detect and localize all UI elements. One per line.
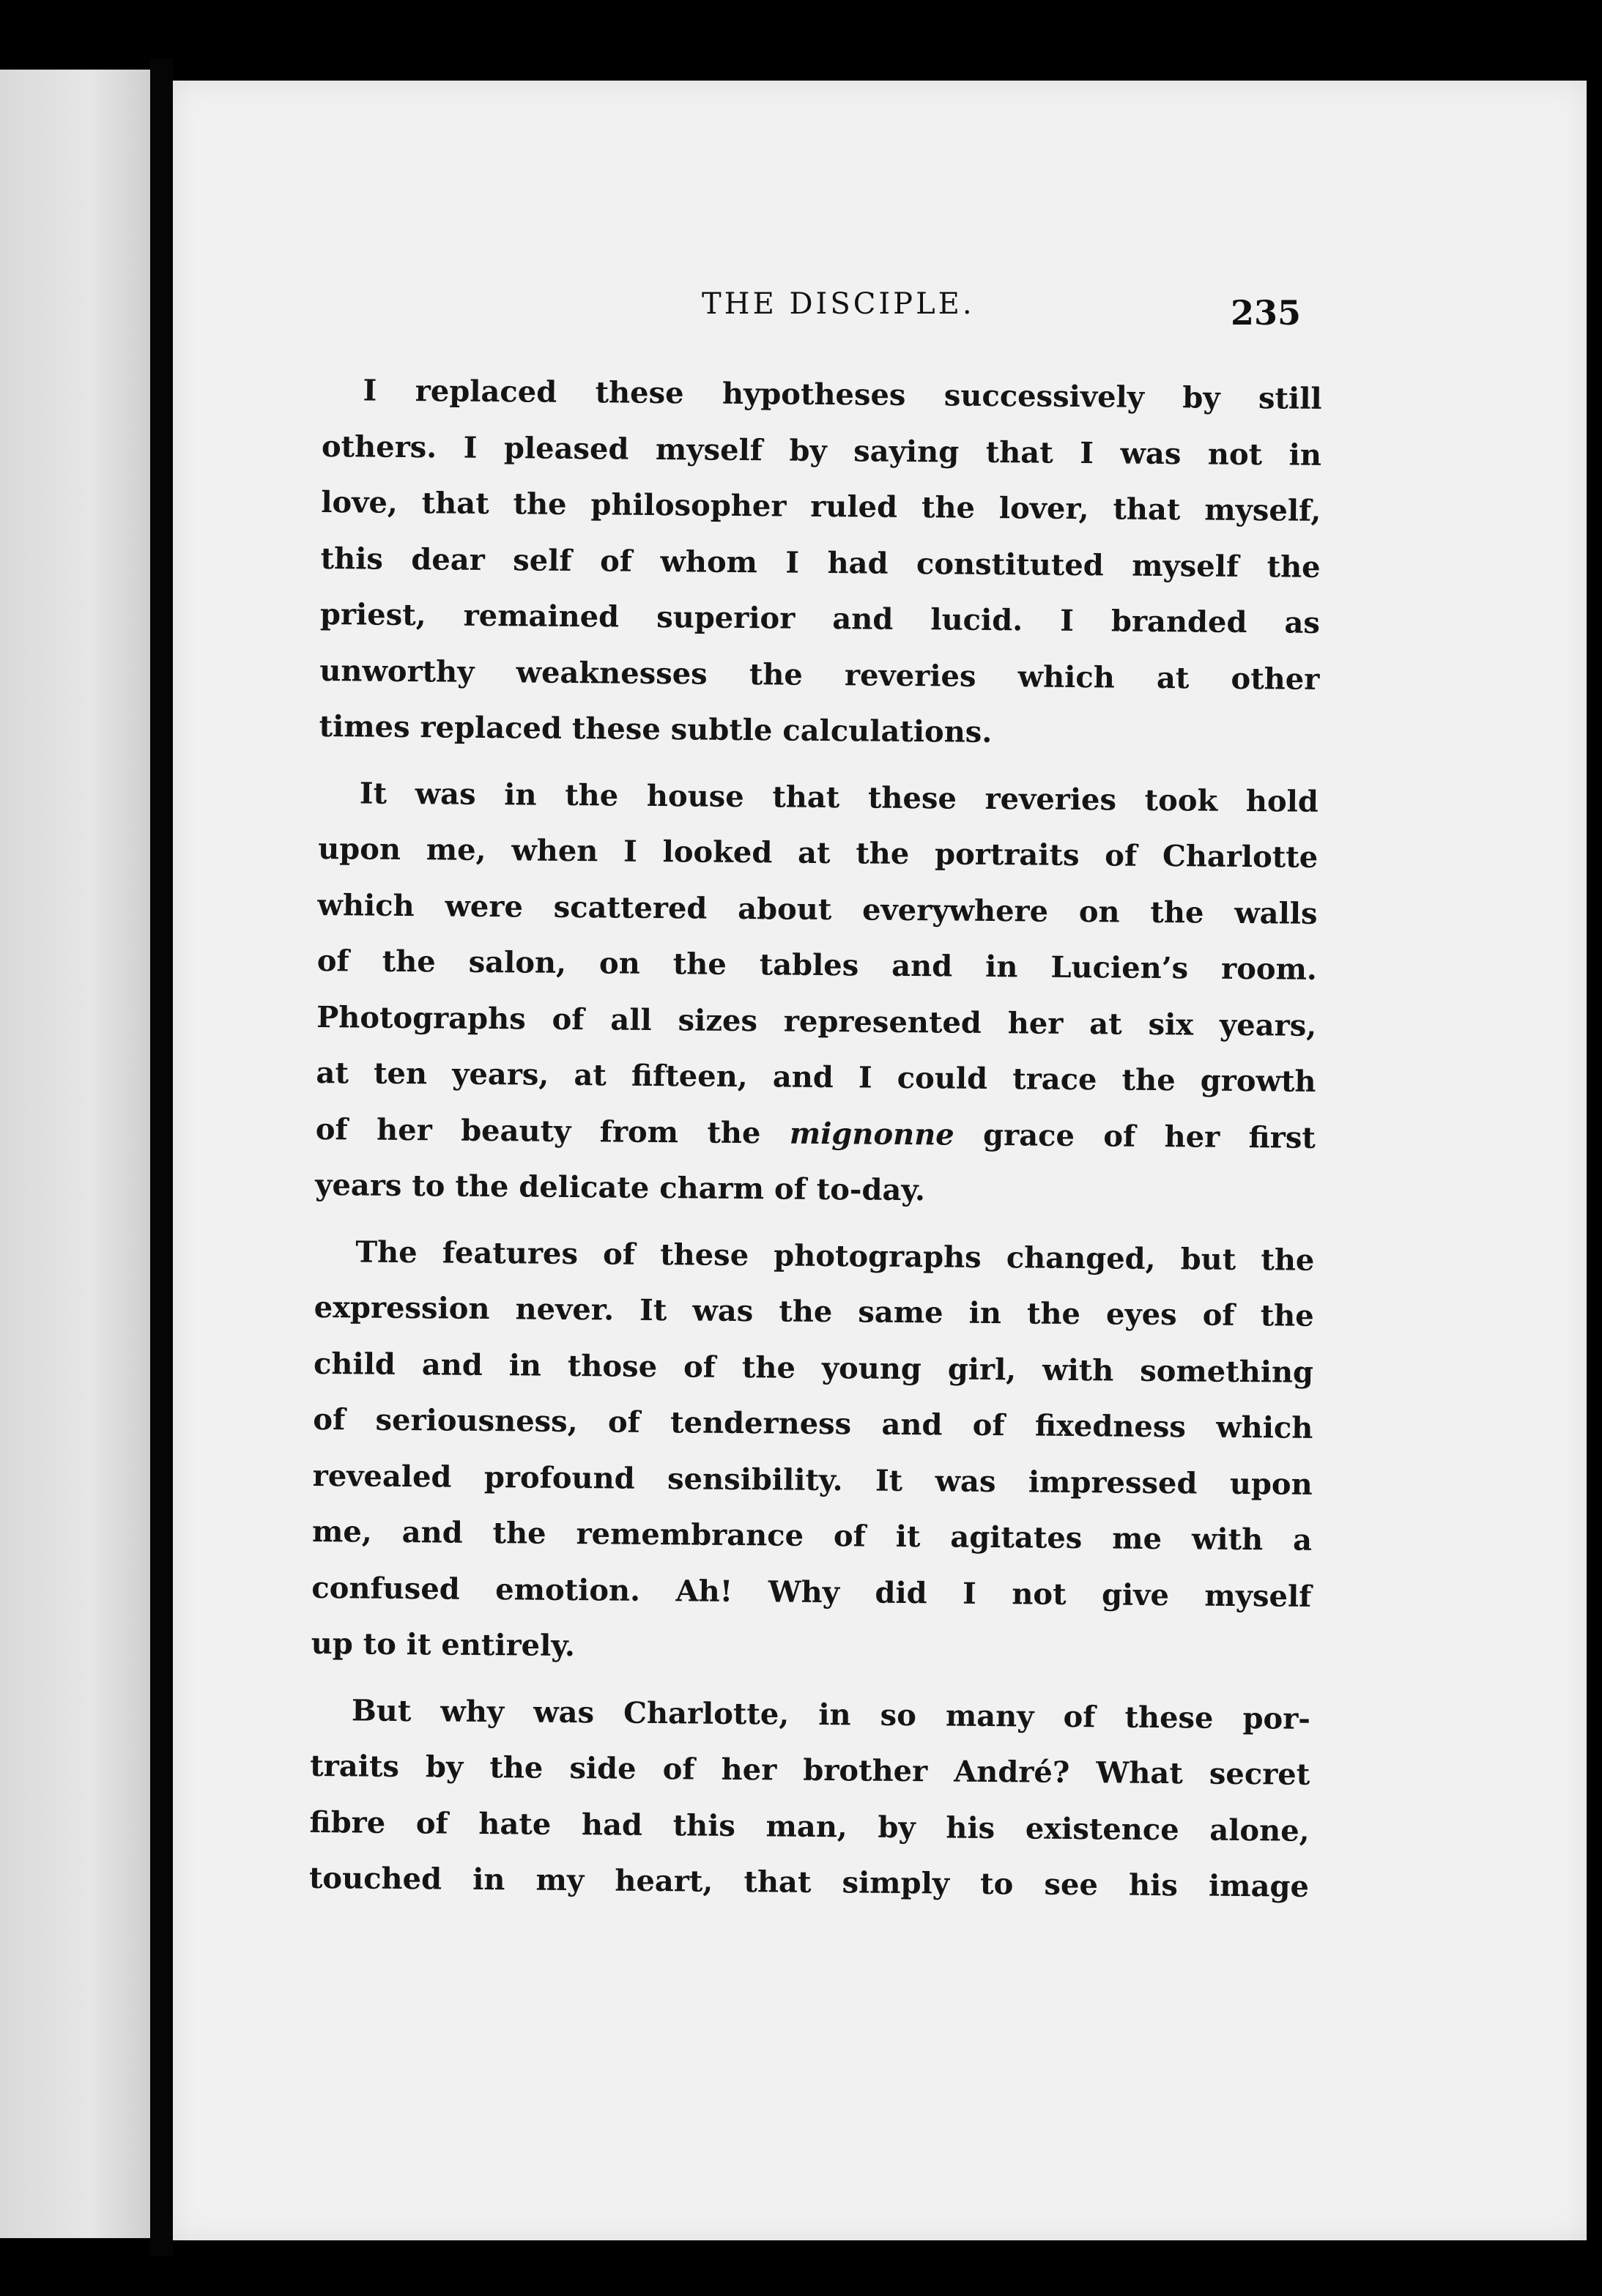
text-line: of the salon, on the tables and in Lucien’s room. <box>316 943 1318 987</box>
page-number: 235 <box>1231 293 1302 333</box>
text-line-with-italic <box>316 1101 1316 1166</box>
scan-border <box>1587 0 1602 2296</box>
text-line: years to the delicate charm of to-day. <box>314 1167 926 1208</box>
text-line: confused emotion. Ah! Why did I not give myself <box>311 1570 1312 1614</box>
text-line: this dear self of whom I had constituted myself the <box>320 541 1321 585</box>
paragraph-3 <box>311 1223 1314 1681</box>
text-line: priest, remained superior and lucid. I branded as <box>319 596 1321 640</box>
text-line: But why was Charlotte, in so many of these por- <box>351 1692 1311 1736</box>
text-line: I replaced these hypotheses successively by still <box>363 373 1322 416</box>
book-gutter <box>150 59 173 2256</box>
running-title: THE DISCIPLE. <box>702 287 975 321</box>
text-line: The features of these photographs changed, but the <box>355 1234 1315 1278</box>
text-line: child and in those of the young girl, with something <box>313 1346 1314 1390</box>
text-line: times replaced these subtle calculations. <box>319 708 993 749</box>
text-line: others. I pleased myself by saying that I was not in <box>321 429 1322 473</box>
text-line: It was in the house that these reveries took hold <box>359 775 1319 819</box>
text-line: fibre of hate had this man, by his existence alone, <box>309 1804 1310 1848</box>
text-line: up to it entirely. <box>311 1626 576 1664</box>
text-segment: of her beauty from the <box>315 1111 790 1151</box>
page-body <box>309 363 1322 1915</box>
text-line: at ten years, at fifteen, and I could trace the growth <box>316 1055 1316 1099</box>
text-line: expression never. It was the same in the eyes of the <box>314 1289 1314 1333</box>
text-line: touched in my heart, that simply to see his image <box>308 1860 1310 1904</box>
text-line: Photographs of all sizes represented her at six years, <box>316 999 1317 1043</box>
facing-page-edge <box>0 70 150 2238</box>
paragraph-2 <box>315 765 1319 1222</box>
paragraph-4 <box>309 1682 1311 1915</box>
text-line: love, that the philosopher ruled the lover, that myself, <box>321 484 1321 528</box>
text-line: which were scattered about everywhere on the walls <box>317 887 1318 931</box>
text-line: me, and the remembrance of it agitates me with a <box>311 1514 1313 1558</box>
text-line: unworthy weaknesses the reveries which at other <box>319 653 1320 697</box>
text-line: upon me, when I looked at the portraits of Charlotte <box>318 831 1319 875</box>
text-line: revealed profound sensibility. It was impressed upon <box>312 1458 1313 1502</box>
paragraph-1 <box>319 363 1322 763</box>
text-line: of seriousness, of tenderness and of fixedness which <box>313 1401 1313 1445</box>
text-segment: grace of her first <box>954 1117 1316 1155</box>
italic-word: mignonne <box>789 1116 954 1152</box>
text-line: traits by the side of her brother André? What secret <box>310 1748 1310 1792</box>
